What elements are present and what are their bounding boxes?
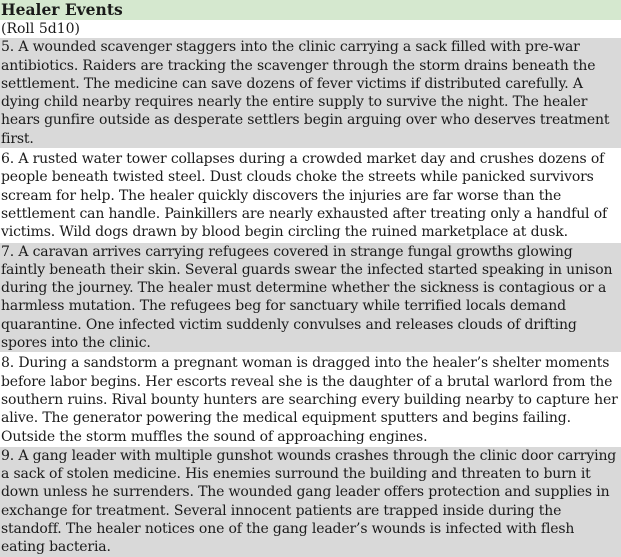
roll-instruction: (Roll 5d10)	[0, 20, 621, 38]
event-entry-6: 6. A rusted water tower collapses during a crowded market day and crushes dozens of people beneath twisted steel. Dust clouds choke the streets while panicked survivors scream for help. The healer quickly discovers the injuries are far worse than the settlement can handle. Painkillers are nearly exhausted after treating only a handful of victims. Wild dogs drawn by blood begin circling the ruined marketplace at dusk.	[0, 149, 621, 241]
event-entry-7: 7. A caravan arrives carrying refugees covered in strange fungal growths glowing faintly beneath their skin. Several guards swear the infected started speaking in unison during the journey. The healer must determine whether the sickness is contagious or a harmless mutation. The refugees beg for sanctuary while terrified locals demand quarantine. One infected victim suddenly convulses and releases clouds of drifting spores into the clinic.	[0, 243, 621, 353]
event-entry-9: 9. A gang leader with multiple gunshot wounds crashes through the clinic door carrying a sack of stolen medicine. His enemies surround the building and threaten to burn it down unless he surrenders. The wounded gang leader offers protection and supplies in exchange for treatment. Several innocent patients are trapped inside during the standoff. The healer notices one of the gang leader’s wounds is infected with flesh eating bacteria.	[0, 447, 621, 557]
table-title: Healer Events	[0, 0, 621, 20]
event-entry-5: 5. A wounded scavenger staggers into the clinic carrying a sack filled with pre-war antibiotics. Raiders are tracking the scavenger through the storm drains beneath the settlement. The medicine can save dozens of fever victims if distributed carefully. A dying child nearby requires nearly the entire supply to survive the night. The healer hears gunfire outside as desperate settlers begin arguing over who deserves treatment first.	[0, 38, 621, 148]
event-entry-8: 8. During a sandstorm a pregnant woman is dragged into the healer’s shelter moments before labor begins. Her escorts reveal she is the daughter of a brutal warlord from the southern ruins. Rival bounty hunters are searching every building nearby to capture her alive. The generator powering the medical equipment sputters and begins failing. Outside the storm muffles the sound of approaching engines.	[0, 353, 621, 445]
